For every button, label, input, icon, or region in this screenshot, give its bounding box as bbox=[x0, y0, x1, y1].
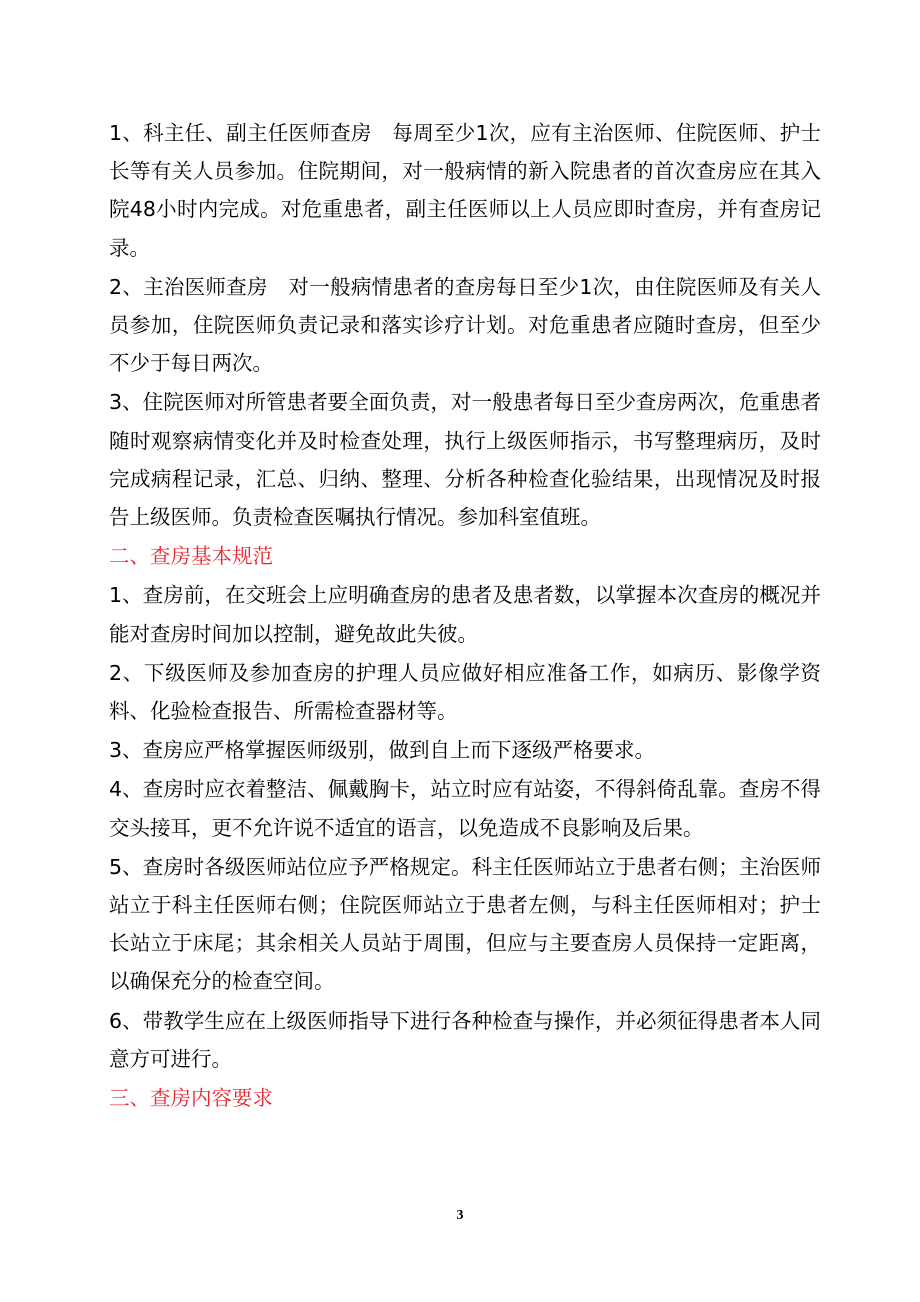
paragraph-norm-4: 4、查房时应衣着整洁、佩戴胸卡，站立时应有站姿，不得斜倚乱靠。查房不得交头接耳，更不允许说不适宜的语言，以免造成不良影响及后果。 bbox=[109, 777, 821, 840]
paragraph-norm-1: 1、查房前，在交班会上应明确查房的患者及患者数，以掌握本次查房的概况并能对查房时间加以控制，避免故此失彼。 bbox=[109, 583, 821, 646]
paragraph-norm-5: 5、查房时各级医师站位应予严格规定。科主任医师站立于患者右侧；主治医师站立于科主任医师右侧；住院医师站立于患者左侧，与科主任医师相对；护士长站立于床尾；其余相关人员站于周围，但应与主要查房人员保持一定距离，以确保充分的检查空间。 bbox=[109, 854, 821, 994]
page-number: 3 bbox=[456, 1208, 464, 1223]
paragraph-norm-6: 6、带教学生应在上级医师指导下进行各种检查与操作，并必须征得患者本人同意方可进行。 bbox=[109, 1008, 821, 1071]
paragraph-chief-resident-rounds: 2、主治医师查房 对一般病情患者的查房每日至少1次，由住院医师及有关人员参加，住院医师负责记录和落实诊疗计划。对危重患者应随时查房，但至少不少于每日两次。 bbox=[109, 274, 821, 376]
paragraph-norm-2: 2、下级医师及参加查房的护理人员应做好相应准备工作，如病历、影像学资料、化验检查报告、所需检查器材等。 bbox=[109, 660, 821, 724]
paragraph-attending-rounds: 1、科主任、副主任医师查房 每周至少1次，应有主治医师、住院医师、护士长等有关人员参加。住院期间，对一般病情的新入院患者的首次查房应在其入院48小时内完成。对危重患者，副主任医师以上人员应即时查房，并有查房记录。 bbox=[109, 121, 821, 260]
document-body bbox=[109, 114, 821, 1118]
paragraph-resident-duties: 3、住院医师对所管患者要全面负责，对一般患者每日至少查房两次，危重患者随时观察病情变化并及时检查处理，执行上级医师指示，书写整理病历，及时完成病程记录，汇总、归纳、整理、分析各种检查化验结果，出现情况及时报告上级医师。负责检查医嘱执行情况。参加科室值班。 bbox=[109, 390, 821, 530]
section-heading-rounds-content: 三、查房内容要求 bbox=[109, 1086, 273, 1111]
section-heading-rounds-norms: 二、查房基本规范 bbox=[109, 544, 273, 569]
paragraph-norm-3: 3、查房应严格掌握医师级别，做到自上而下逐级严格要求。 bbox=[109, 738, 656, 763]
